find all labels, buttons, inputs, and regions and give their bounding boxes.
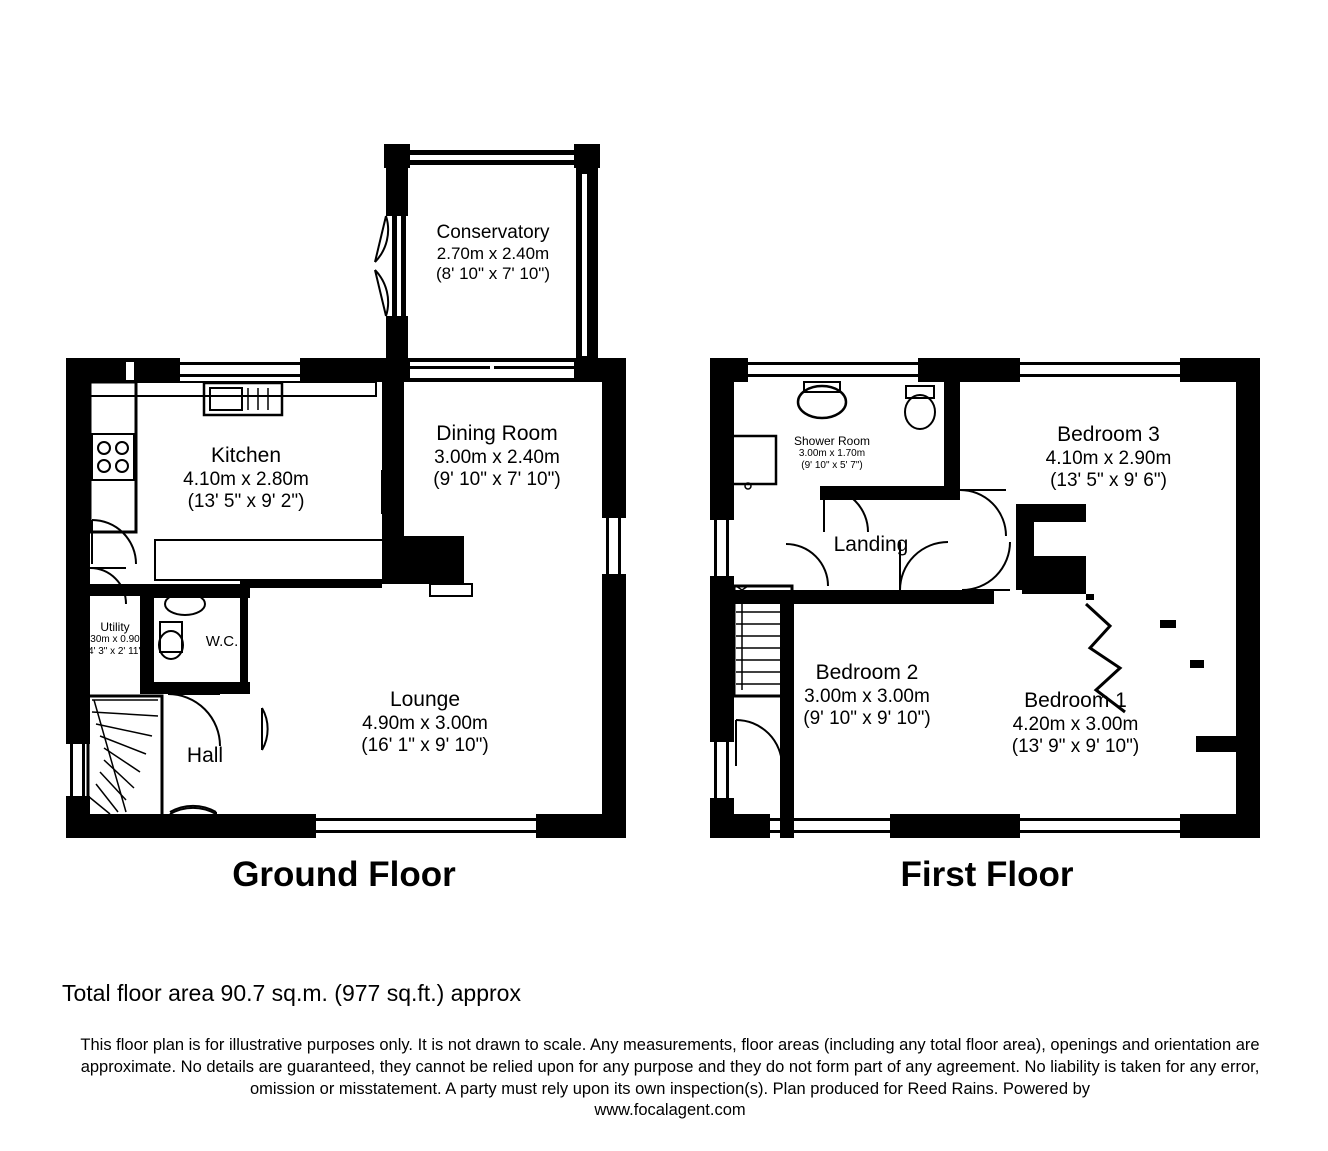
room-label-lounge: Lounge 4.90m x 3.00m (16' 1" x 9' 10")	[361, 688, 489, 757]
room-label-wc: W.C.	[205, 633, 239, 650]
room-label-bedroom-3: Bedroom 3 4.10m x 2.90m (13' 5" x 9' 6")	[1045, 423, 1172, 492]
room-label-shower-room: Shower Room 3.00m x 1.70m (9' 10" x 5' 7")	[793, 434, 871, 471]
room-label-kitchen: Kitchen 4.10m x 2.80m (13' 5" x 9' 2")	[183, 444, 309, 513]
floor-title-ground: Ground Floor	[232, 855, 456, 894]
floor-title-first: First Floor	[900, 855, 1074, 894]
room-label-landing: Landing	[833, 533, 909, 556]
room-label-conservatory: Conservatory 2.70m x 2.40m (8' 10" x 7' 10")	[435, 222, 550, 284]
focalagent-url: www.focalagent.com	[594, 1101, 746, 1120]
room-label-bedroom-2: Bedroom 2 3.00m x 3.00m (9' 10" x 9' 10")	[803, 661, 931, 730]
total-floor-area: Total floor area 90.7 sq.m. (977 sq.ft.) approx	[62, 980, 521, 1006]
room-label-utility: Utility 1.30m x 0.90m (4' 3" x 2' 11")	[81, 620, 149, 657]
room-label-dining-room: Dining Room 3.00m x 2.40m (9' 10" x 7' 10")	[433, 422, 561, 491]
disclaimer-block	[50, 1035, 1290, 1122]
disclaimer-text: This floor plan is for illustrative purposes only. It is not drawn to scale. Any measurements, floor areas (including any total floor area), openings and orientation are approximate. No details are guaranteed, they cannot be relied upon for any purpose and they do not form part of any agreement. No liability is taken for any error, omission or misstatement. A party must rely upon its own inspection(s). Plan produced for Reed Rains. Powered by	[80, 1036, 1260, 1098]
room-label-hall: Hall	[186, 744, 224, 767]
room-label-bedroom-1: Bedroom 1 4.20m x 3.00m (13' 9" x 9' 10")	[1011, 689, 1140, 758]
